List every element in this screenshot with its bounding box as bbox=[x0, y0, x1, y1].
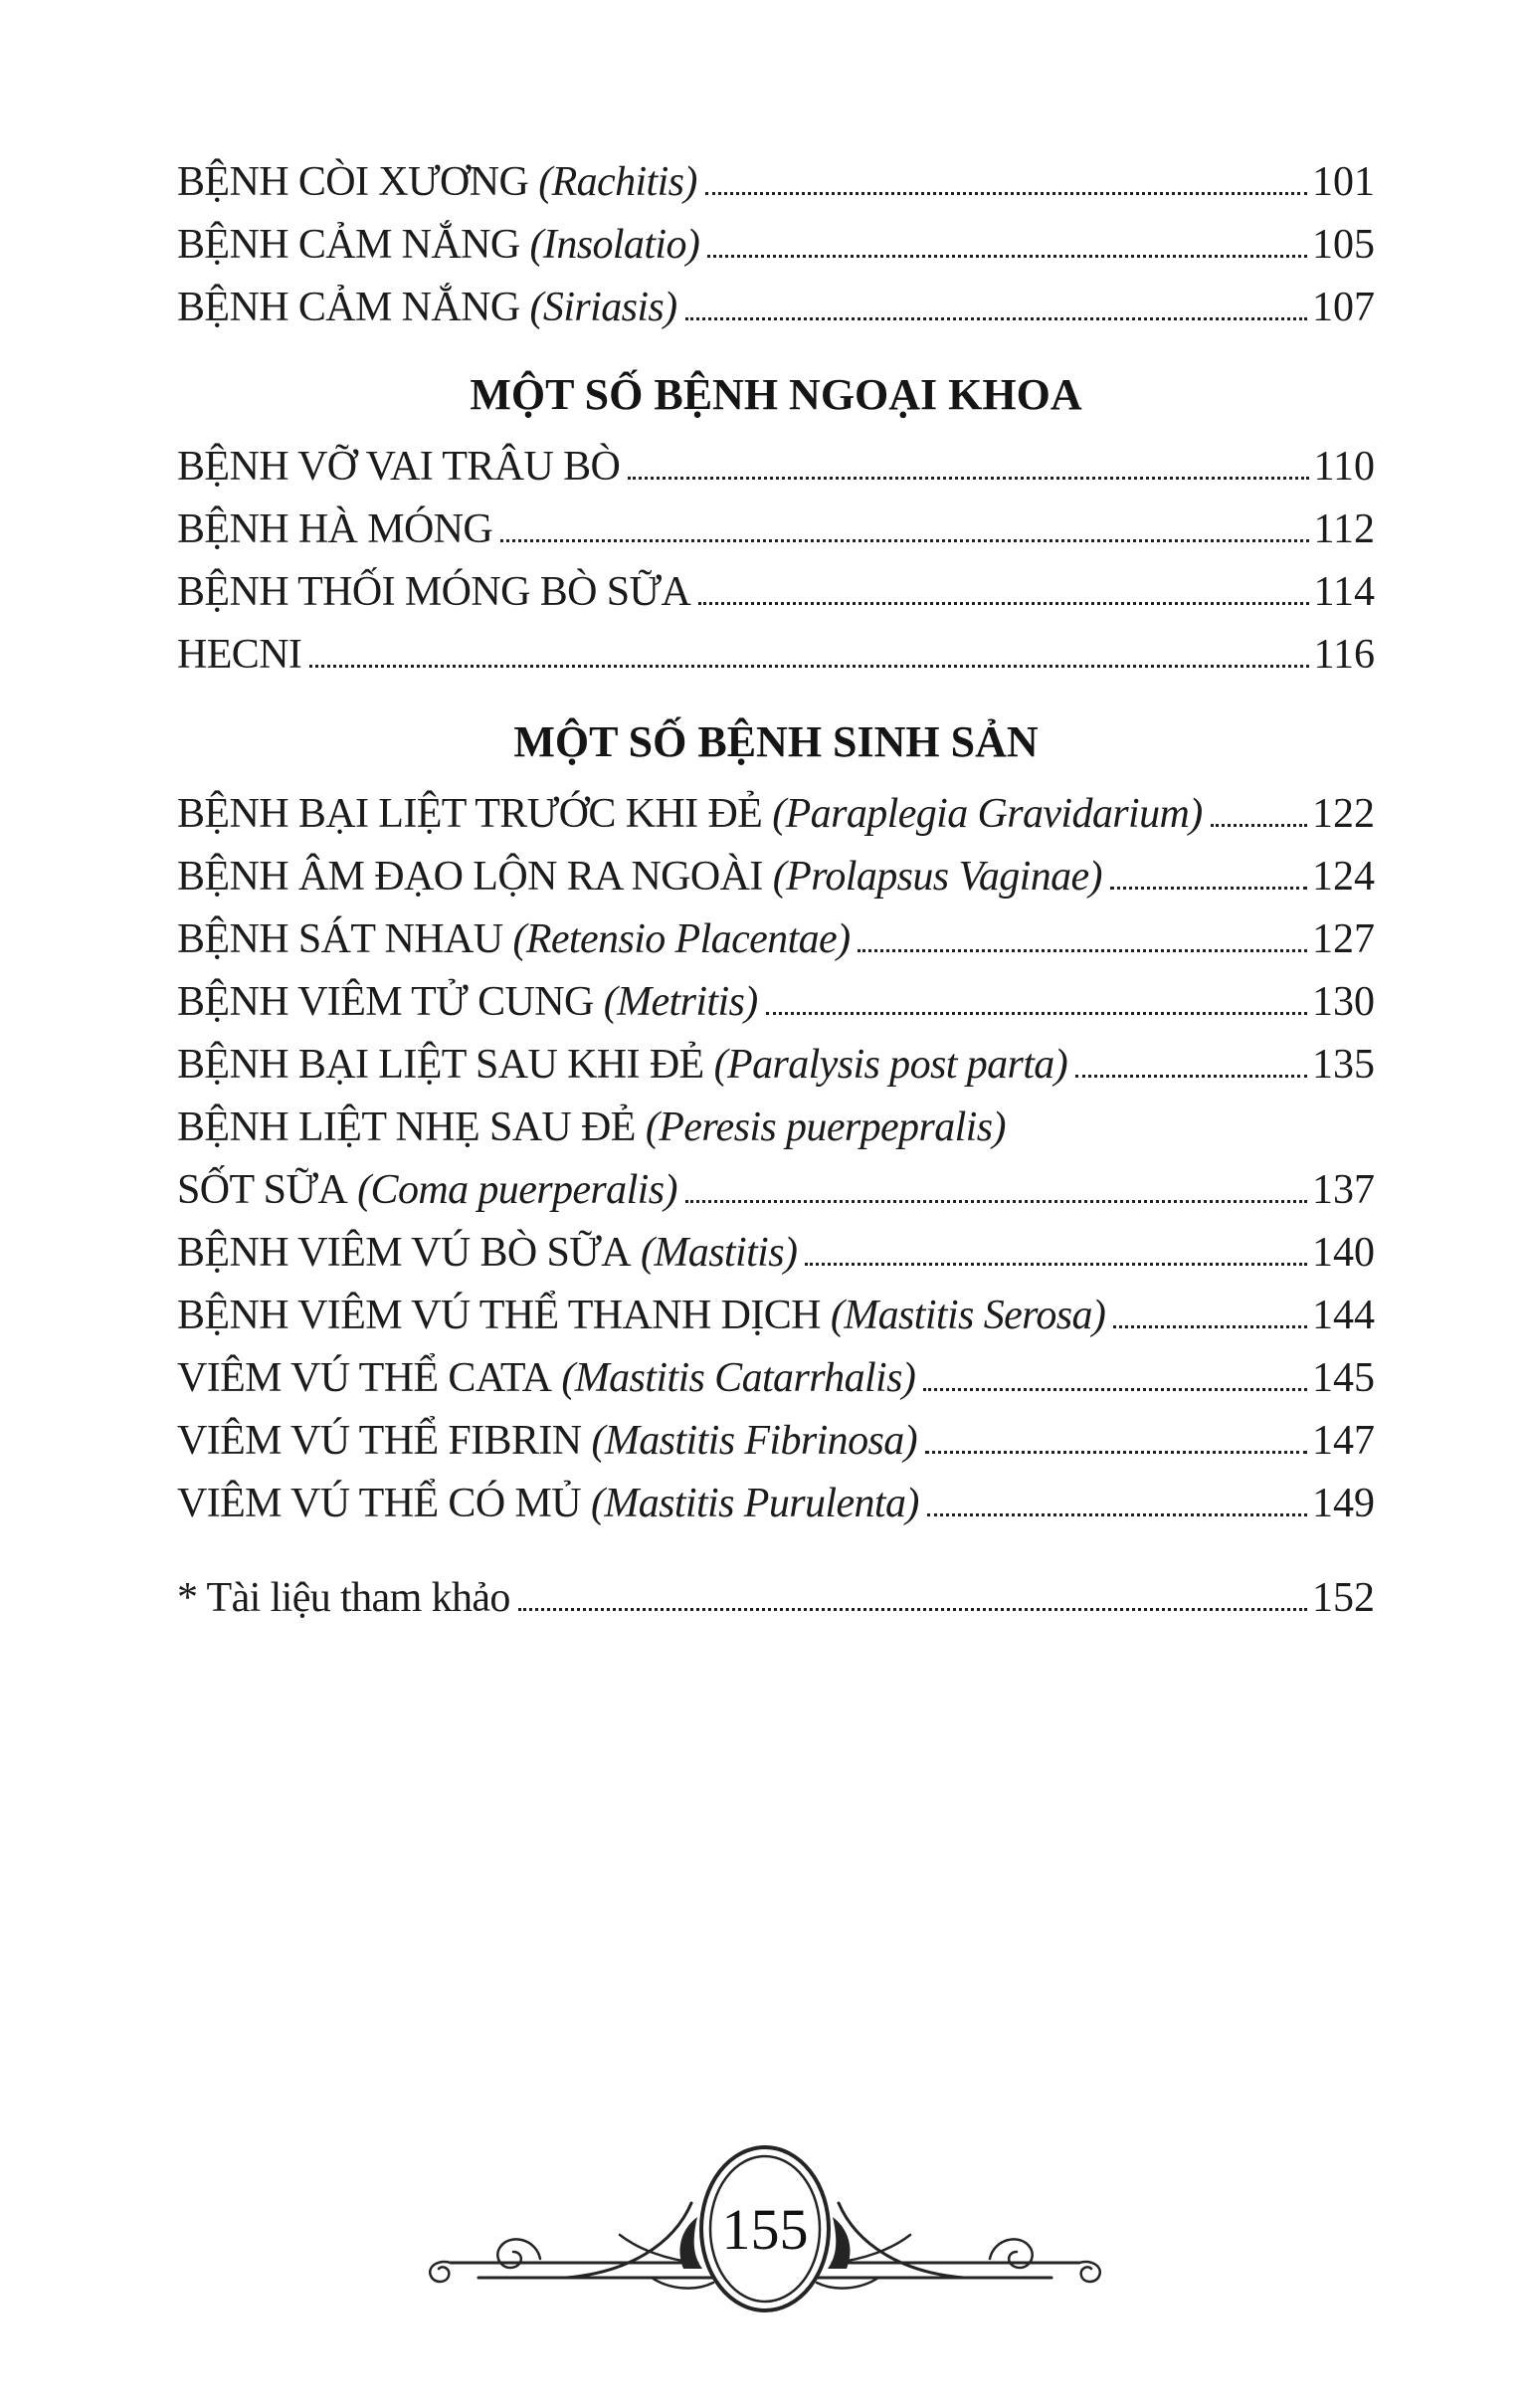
toc-entry-title: BỆNH CẢM NẮNG bbox=[177, 285, 520, 330]
toc-entry-page: 152 bbox=[1312, 1575, 1375, 1621]
toc-entry bbox=[177, 846, 1375, 908]
toc-entry bbox=[177, 277, 1375, 339]
section-entries bbox=[177, 151, 1375, 339]
dot-leader bbox=[1075, 1075, 1307, 1078]
toc-entry-page: 122 bbox=[1312, 791, 1375, 837]
toc-entry-page: 114 bbox=[1313, 569, 1375, 615]
toc-section bbox=[177, 369, 1375, 687]
toc-entry-title: VIÊM VÚ THỂ CÓ MỦ bbox=[177, 1481, 581, 1526]
toc-entry-page: 107 bbox=[1312, 285, 1375, 330]
toc-section bbox=[177, 716, 1375, 1535]
toc-entry bbox=[177, 214, 1375, 277]
toc-entry-title: BỆNH CẢM NẮNG bbox=[177, 222, 520, 268]
toc-entry-title: BỆNH BẠI LIỆT SAU KHI ĐẺ bbox=[177, 1042, 704, 1088]
toc-entry bbox=[177, 908, 1375, 971]
toc-entry-page: 116 bbox=[1313, 632, 1375, 678]
toc-entry-title: BỆNH SÁT NHAU bbox=[177, 916, 503, 962]
dot-leader bbox=[685, 317, 1307, 320]
toc-entry-latin: (Peresis puerpepralis) bbox=[645, 1104, 1006, 1150]
toc-entry bbox=[177, 1347, 1375, 1410]
dot-leader bbox=[1211, 824, 1307, 827]
toc-entry-title: BỆNH LIỆT NHẸ SAU ĐẺ bbox=[177, 1104, 636, 1150]
toc-entry bbox=[177, 624, 1375, 687]
dot-leader bbox=[927, 1513, 1307, 1516]
toc-entry-page: 135 bbox=[1312, 1042, 1375, 1088]
toc-entry bbox=[177, 1285, 1375, 1347]
toc-entry-title: BỆNH VỠ VAI TRÂU BÒ bbox=[177, 444, 621, 490]
toc-entry-page: 105 bbox=[1312, 222, 1375, 268]
toc-entry bbox=[177, 436, 1375, 499]
toc-entry-page: 110 bbox=[1313, 444, 1375, 490]
toc-entry-title: BỆNH VIÊM TỬ CUNG bbox=[177, 979, 594, 1025]
toc-entry-title: VIÊM VÚ THỂ CATA bbox=[177, 1355, 552, 1401]
dot-leader bbox=[705, 192, 1307, 195]
toc-entry-page: 149 bbox=[1312, 1481, 1375, 1526]
toc-entry bbox=[177, 1567, 1375, 1630]
toc-entry bbox=[177, 151, 1375, 214]
toc-entry-latin: (Insolatio) bbox=[529, 222, 700, 268]
dot-leader bbox=[685, 1200, 1307, 1203]
dot-leader bbox=[518, 1608, 1307, 1611]
toc-entry-page: 140 bbox=[1312, 1230, 1375, 1276]
toc-entry-title: HECNI bbox=[177, 632, 302, 678]
toc-entry-page: 147 bbox=[1312, 1418, 1375, 1464]
toc-entry-page: 144 bbox=[1312, 1293, 1375, 1338]
footer-ornament bbox=[417, 2117, 1113, 2351]
dot-leader bbox=[925, 1451, 1307, 1454]
dot-leader bbox=[500, 539, 1308, 542]
toc-entry bbox=[177, 783, 1375, 846]
toc-entry-latin: (Retensio Placentae) bbox=[512, 916, 851, 962]
toc-entry-latin: (Siriasis) bbox=[529, 285, 677, 330]
toc-entry-title: BỆNH CÒI XƯƠNG bbox=[177, 159, 529, 205]
toc-entry bbox=[177, 1222, 1375, 1285]
toc-entry-page: 112 bbox=[1313, 506, 1375, 552]
dot-leader bbox=[628, 477, 1308, 480]
toc-entry bbox=[177, 1473, 1375, 1535]
toc-entry-title: BỆNH VIÊM VÚ THỂ THANH DỊCH bbox=[177, 1293, 821, 1338]
toc-entry-title: * Tài liệu tham khảo bbox=[177, 1575, 510, 1621]
dot-leader bbox=[707, 255, 1307, 258]
toc-entry-page: 127 bbox=[1312, 916, 1375, 962]
dot-leader bbox=[766, 1012, 1307, 1015]
toc-entry-page: 130 bbox=[1312, 979, 1375, 1025]
table-of-contents bbox=[177, 151, 1375, 1630]
section-heading: MỘT SỐ BỆNH SINH SẢN bbox=[513, 717, 1039, 766]
toc-entry-latin: (Mastitis Catarrhalis) bbox=[561, 1355, 916, 1401]
toc-entry-latin: (Rachitis) bbox=[538, 159, 697, 205]
toc-entry bbox=[177, 499, 1375, 561]
dot-leader bbox=[309, 665, 1308, 668]
dot-leader bbox=[805, 1263, 1307, 1266]
toc-entry-title: BỆNH THỐI MÓNG BÒ SỮA bbox=[177, 569, 691, 615]
section-entries bbox=[177, 436, 1375, 687]
toc-entry-title: BỆNH ÂM ĐẠO LỘN RA NGOÀI bbox=[177, 854, 763, 900]
toc-entry-title: VIÊM VÚ THỂ FIBRIN bbox=[177, 1418, 582, 1464]
toc-entry bbox=[177, 1034, 1375, 1097]
toc-entry bbox=[177, 1159, 1375, 1222]
toc-entry-title: BỆNH HÀ MÓNG bbox=[177, 506, 493, 552]
toc-entry-page: 101 bbox=[1312, 159, 1375, 205]
toc-entry-title: BỆNH BẠI LIỆT TRƯỚC KHI ĐẺ bbox=[177, 791, 763, 837]
toc-entry bbox=[177, 971, 1375, 1034]
toc-entry-latin: (Mastitis Serosa) bbox=[830, 1293, 1106, 1338]
page-footer bbox=[0, 2117, 1529, 2351]
toc-entry-latin: (Paralysis post parta) bbox=[713, 1042, 1068, 1088]
toc-section bbox=[177, 151, 1375, 339]
dot-leader bbox=[858, 949, 1307, 952]
toc-entry-latin: (Coma puerperalis) bbox=[357, 1167, 677, 1213]
section-entries bbox=[177, 783, 1375, 1535]
toc-entry-latin: (Mastitis Purulenta) bbox=[590, 1481, 919, 1526]
dot-leader bbox=[923, 1388, 1307, 1391]
toc-entry-page: 124 bbox=[1312, 854, 1375, 900]
dot-leader bbox=[698, 602, 1308, 605]
toc-section bbox=[177, 1567, 1375, 1630]
section-entries bbox=[177, 1567, 1375, 1630]
dot-leader bbox=[1110, 887, 1307, 890]
dot-leader bbox=[1113, 1325, 1307, 1328]
toc-entry-latin: (Paraplegia Gravidarium) bbox=[772, 791, 1203, 837]
toc-entry bbox=[177, 1410, 1375, 1473]
toc-entry bbox=[177, 1097, 1375, 1159]
toc-entry-page: 145 bbox=[1312, 1355, 1375, 1401]
toc-entry-title: BỆNH VIÊM VÚ BÒ SỮA bbox=[177, 1230, 632, 1276]
page-number: 155 bbox=[721, 2197, 808, 2262]
toc-entry-latin: (Mastitis Fibrinosa) bbox=[591, 1418, 918, 1464]
toc-entry-latin: (Mastitis) bbox=[641, 1230, 798, 1276]
toc-entry-title: SỐT SỮA bbox=[177, 1167, 348, 1213]
toc-entry-latin: (Prolapsus Vaginae) bbox=[772, 854, 1102, 900]
toc-entry-page: 137 bbox=[1312, 1167, 1375, 1213]
section-heading: MỘT SỐ BỆNH NGOẠI KHOA bbox=[470, 370, 1082, 419]
toc-entry bbox=[177, 561, 1375, 624]
toc-entry-latin: (Metritis) bbox=[603, 979, 758, 1025]
